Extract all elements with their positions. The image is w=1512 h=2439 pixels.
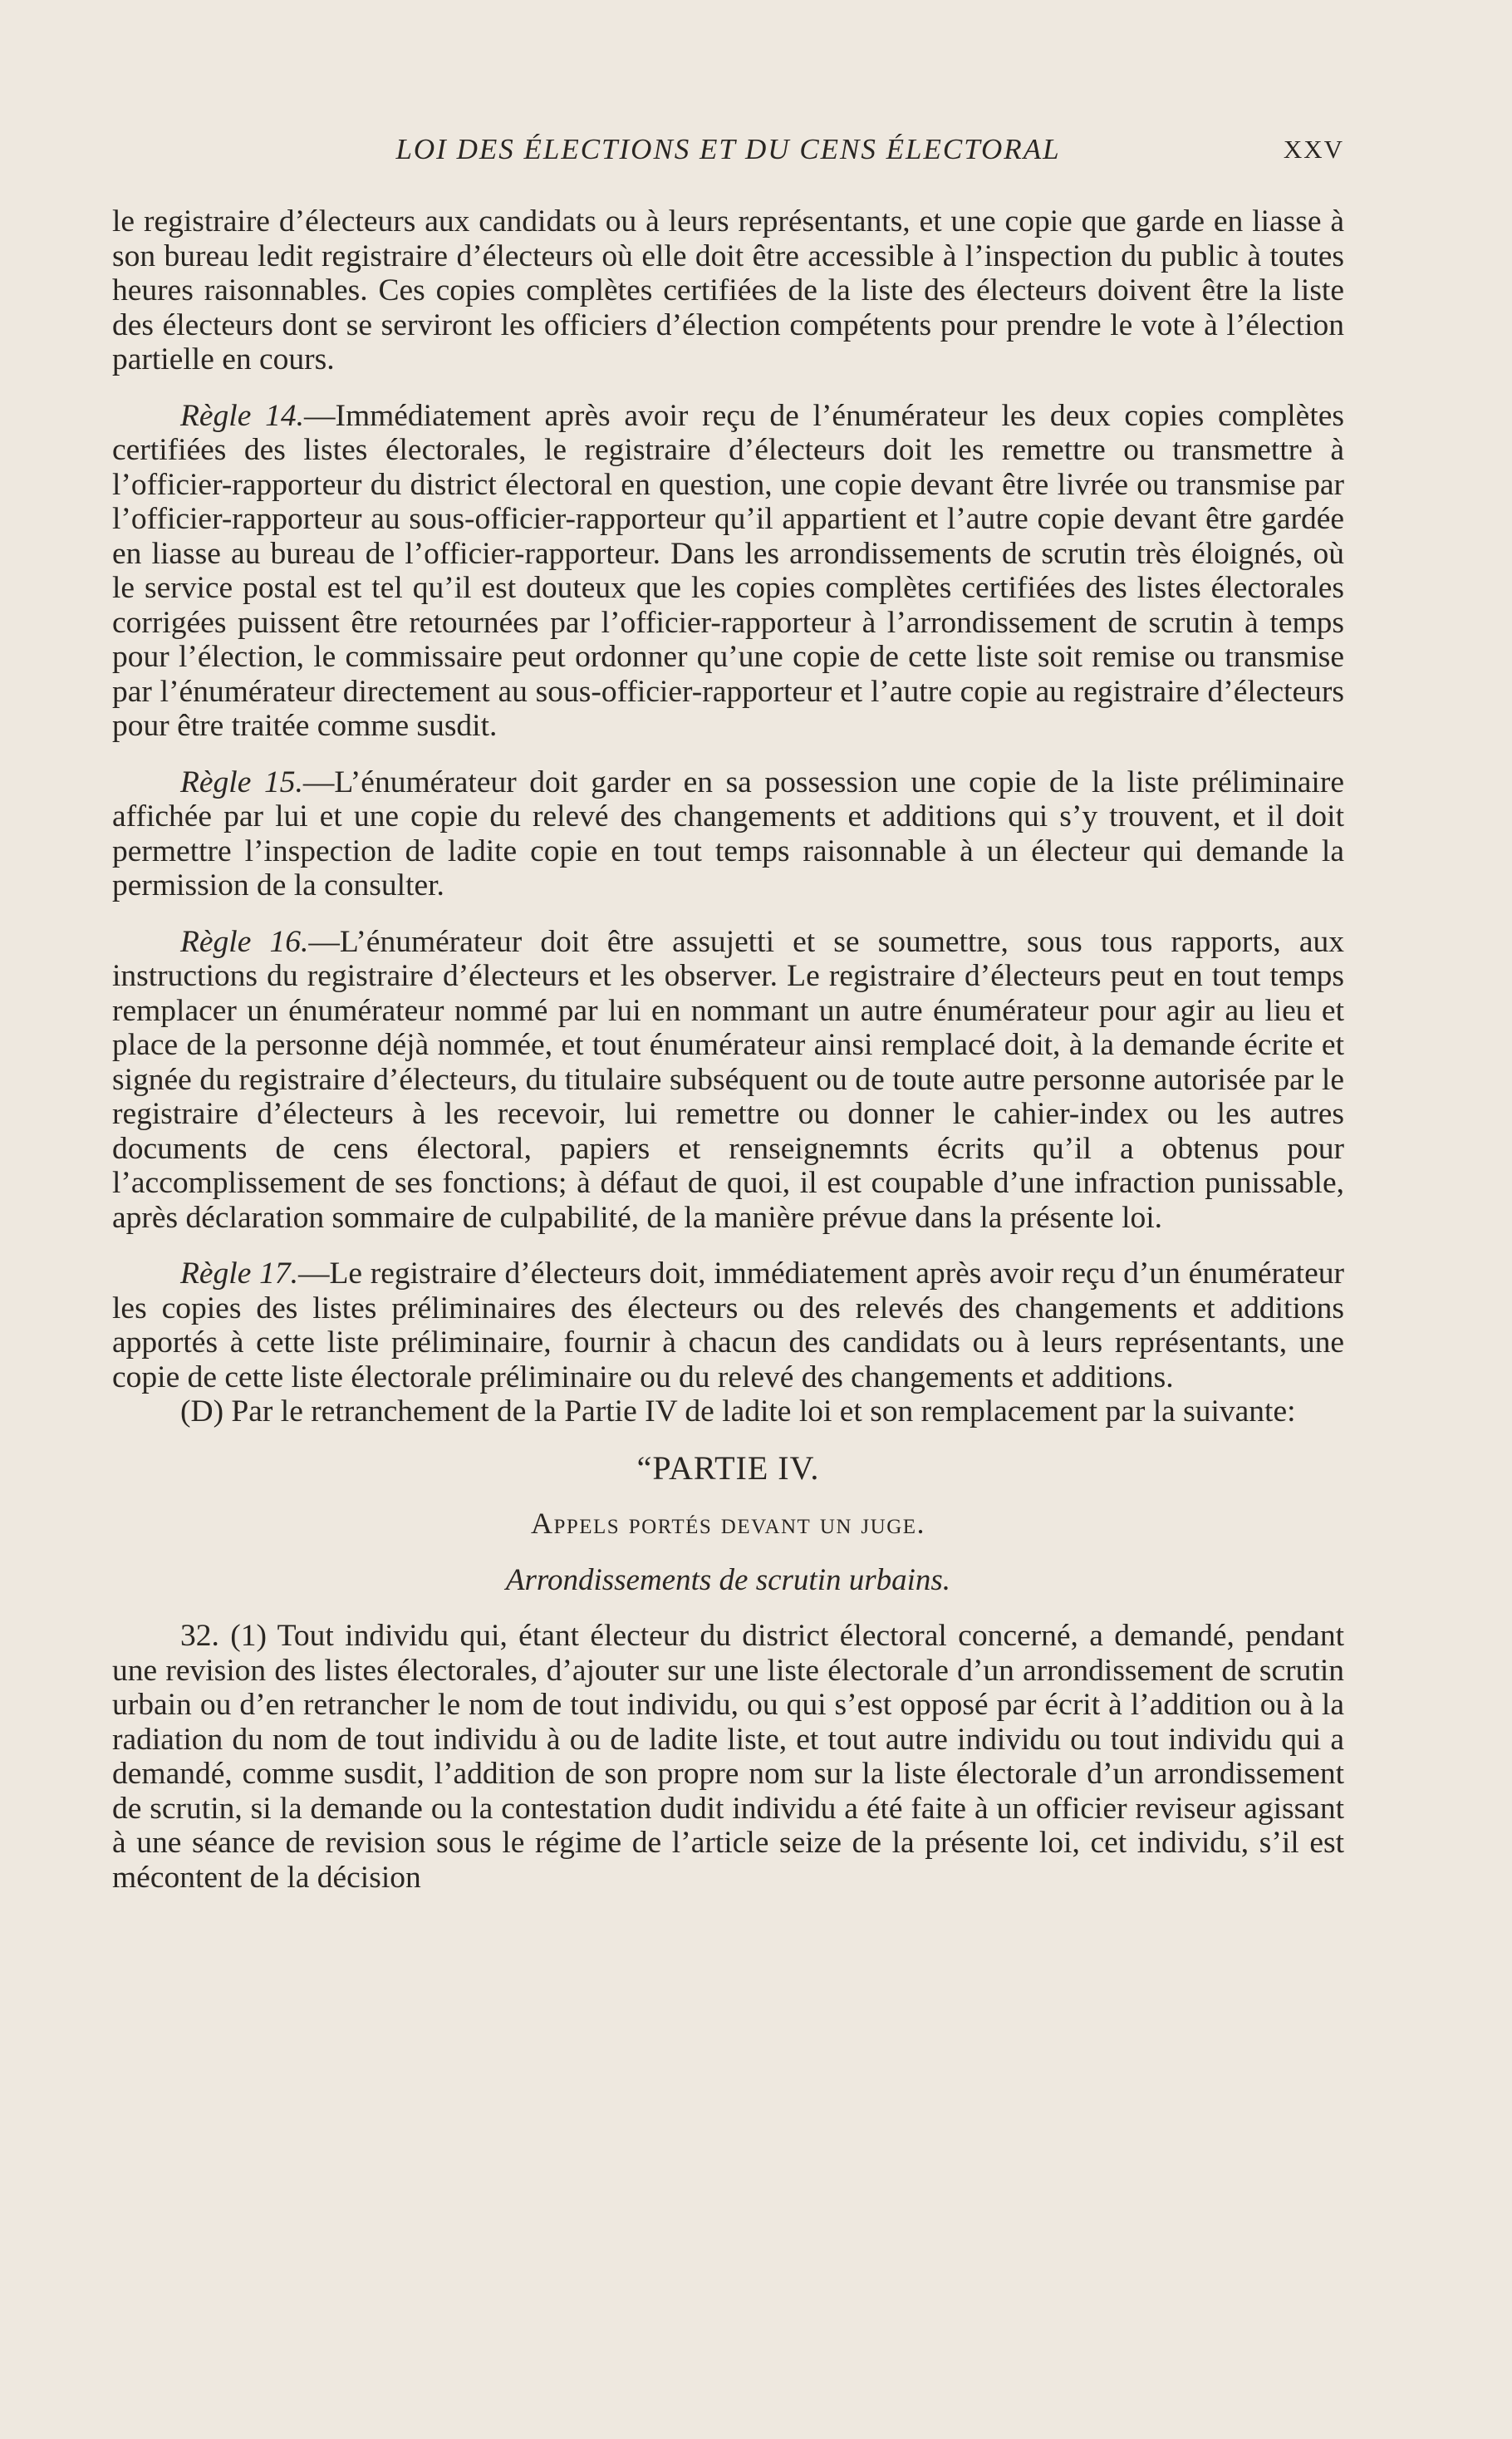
- rule-15-text: —L’énumérateur doit garder en sa possession une copie de la liste préliminaire affichée par lui et une copie du relevé des changements et additions qui s’y trouvent, et il doit permettre l’inspection de ladite copie en tout temps raisonnable à un électeur qui demande la permission de la consulter.: [112, 765, 1344, 902]
- paragraph-rule-16: [112, 925, 1344, 1236]
- paragraph-continuation: le registraire d’électeurs aux candidats ou à leurs représentants, et une copie que garde en liasse à son bureau ledit registraire d’électeurs où elle doit être accessible à l’inspection du public à toutes heures raisonnables. Ces copies complètes certifiées de la liste des électeurs doivent être la liste des électeurs dont se serviront les officiers d’élection compétents pour prendre le vote à l’élection partielle en cours.: [112, 204, 1344, 376]
- section-title: Arrondissements de scrutin urbains.: [505, 1562, 951, 1597]
- part-subheading: Appels portés devant un juge.: [530, 1507, 926, 1540]
- document-body: [112, 204, 1344, 1916]
- rule-14-label: Règle 14.: [180, 398, 304, 433]
- rule-15-label: Règle 15.: [180, 765, 303, 799]
- paragraph-rule-17: [112, 1256, 1344, 1394]
- paragraph-amendment-d: (D) Par le retranchement de la Partie IV de ladite loi et son remplacement par la suivante:: [180, 1394, 1296, 1428]
- rule-17-label: Règle 17.: [180, 1256, 298, 1291]
- paragraph-section-32: 32. (1) Tout individu qui, étant électeur du district électoral concerné, a demandé, pendant une revision des listes électorales, d’ajouter sur une liste électorale d’un arrondissement de scrutin urbain ou d’en retrancher le nom de tout individu, ou qui s’est opposé par écrit à l’addition ou à la radiation du nom de tout individu à ou de ladite liste, et tout autre individu ou tout individu qui a demandé, comme susdit, l’addition de son propre nom sur la liste électorale d’un arrondissement de scrutin, si la demande ou la contestation dudit individu a été faite à un officier reviseur agissant à une séance de revision sous le régime de l’article seize de la présente loi, cet individu, s’il est mécontent de la décision: [112, 1619, 1344, 1895]
- page-number: XXV: [1283, 135, 1344, 164]
- running-title: LOI DES ÉLECTIONS ET DU CENS ÉLECTORAL: [395, 133, 1061, 165]
- rule-14-text: —Immédiatement après avoir reçu de l’énumérateur les deux copies complètes certifiées des listes électorales, le registraire d’électeurs doit les remettre ou transmettre à l’officier-rapporteur du district électoral en question, une copie devant être livrée ou transmise par l’officier-rapporteur au sous-officier-rapporteur qu’il appartient et l’autre copie devant être gardée en liasse au bureau de l’officier-rapporteur. Dans les arrondissements de scrutin très éloignés, où le service postal est tel qu’il est douteux que les copies complètes certifiées des listes électorales corrigées puissent être retournées par l’officier-rapporteur à l’arrondissement de scrutin à temps pour l’élection, le commissaire peut ordonner qu’une copie de cette liste soit remise ou transmise par l’énumérateur directement au sous-officier-rapporteur et l’autre copie au registraire d’électeurs pour être traitée comme susdit.: [112, 398, 1344, 743]
- part-heading: “PARTIE IV.: [636, 1448, 820, 1487]
- rule-16-label: Règle 16.: [180, 924, 309, 959]
- running-head: [112, 133, 1344, 175]
- paragraph-rule-15: [112, 765, 1344, 903]
- rule-17-text: —Le registraire d’électeurs doit, immédiatement après avoir reçu d’un énumérateur les copies des listes préliminaires des électeurs ou des relevés des changements et additions apportés à cette liste préliminaire, fournir à chacun des candidats ou à leurs représentants, une copie de cette liste électorale préliminaire ou du relevé des changements et additions.: [112, 1256, 1344, 1394]
- paragraph-rule-14: [112, 399, 1344, 744]
- rule-16-text: —L’énumérateur doit être assujetti et se soumettre, sous tous rapports, aux instructions du registraire d’électeurs et les observer. Le registraire d’électeurs peut en tout temps remplacer un énumérateur nommé par lui en nommant un autre énumérateur pour agir au lieu et place de la personne déjà nommée, et tout énumérateur ainsi remplacé doit, à la demande écrite et signée du registraire d’électeurs, du titulaire subséquent ou de toute autre personne autorisée par le registraire d’électeurs à les recevoir, lui remettre ou donner le cahier-index ou les autres documents de cens électoral, papiers et renseignemnts écrits qu’il a obtenus pour l’accomplissement de ses fonctions; à défaut de quoi, il est coupable d’une infraction punissable, après déclaration sommaire de culpabilité, de la manière prévue dans la présente loi.: [112, 924, 1344, 1235]
